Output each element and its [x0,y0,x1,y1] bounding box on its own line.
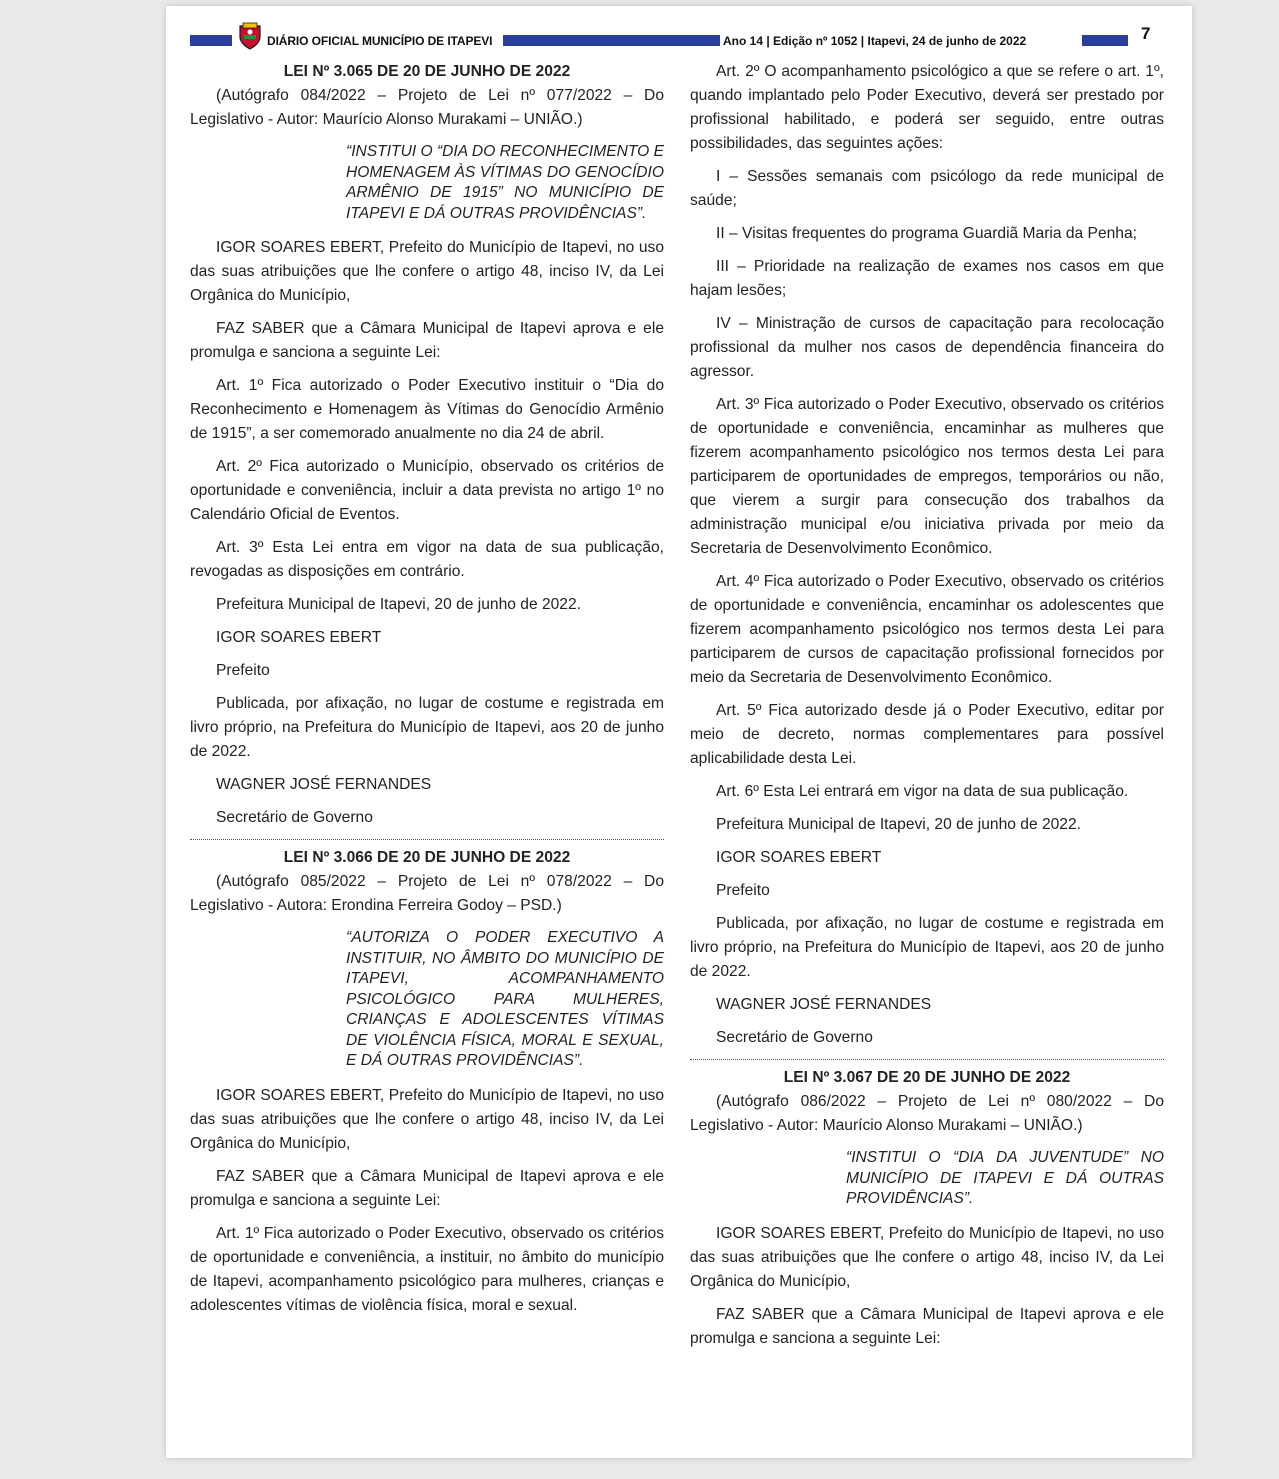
law-3066-paragraph: Publicada, por afixação, no lugar de costume e registrada em livro próprio, na Prefeitura do Município de Itapevi, aos 20 de junho de 2022. [690,915,1164,980]
law-3066-signer-role: Prefeito [716,882,770,899]
law-3067-ementa: “INSTITUI O “DIA DA JUVENTUDE” NO MUNICÍPIO DE ITAPEVI E DÁ OUTRAS PROVIDÊNCIAS”. [846,1149,1164,1207]
law-3067-title: LEI Nº 3.067 DE 20 DE JUNHO DE 2022 [783,1069,1071,1086]
law-3066-paragraph: Art. 3º Fica autorizado o Poder Executivo, observado os critérios de oportunidade e conveniência, encaminhar as mulheres que fizerem acompanhamento psicológico nos termos desta Lei para participarem de oportunidades de empregos, temporários ou não, que vierem a surgir para consecução dos trabalhos da administração municipal e/ou iniciativa privada por meio da Secretaria de Desenvolvimento Econômico. [690,396,1164,557]
law-3065-paragraph: Art. 2º Fica autorizado o Município, observado os critérios de oportunidade e conveniência, incluir a data prevista no artigo 1º no Calendário Oficial de Eventos. [190,458,664,523]
page-header [190,24,1170,56]
document-page [166,6,1192,1458]
law-3066-paragraph: Art. 6º Esta Lei entrará em vigor na data de sua publicação. [716,783,1129,800]
law-3065-paragraph: FAZ SABER que a Câmara Municipal de Itapevi aprova e ele promulga e sanciona a seguinte Lei: [190,320,664,361]
law-3066-item: II – Visitas frequentes do programa Guardiã Maria da Penha; [716,225,1137,242]
law-3066-item: IV – Ministração de cursos de capacitação para recolocação profissional da mulher nos casos de dependência financeira do agressor. [690,315,1164,380]
section-divider [690,1059,1164,1060]
law-3065-paragraph: Art. 3º Esta Lei entra em vigor na data de sua publicação, revogadas as disposições em contrário. [190,539,664,580]
law-3066-secretary: WAGNER JOSÉ FERNANDES [716,996,932,1013]
gazette-title: DIÁRIO OFICIAL MUNICÍPIO DE ITAPEVI [267,34,493,48]
law-3066-secretary-role: Secretário de Governo [716,1029,873,1046]
law-3066-paragraph: Art. 2º O acompanhamento psicológico a que se refere o art. 1º, quando implantado pelo Poder Executivo, deverá ser prestado por profissional habilitado, e poderá ser seguido, entre outras possibilidades, das seguintes ações: [690,63,1164,152]
law-3065-signer-role: Prefeito [216,662,270,679]
law-3066-paragraph: Prefeitura Municipal de Itapevi, 20 de junho de 2022. [716,816,1081,833]
law-3065-reference: (Autógrafo 084/2022 – Projeto de Lei nº 077/2022 – Do Legislativo - Autor: Maurício Alonso Murakami – UNIÃO.) [190,87,664,128]
law-3065-secretary-role: Secretário de Governo [216,809,373,826]
header-bar-middle [503,35,720,46]
law-3067-paragraph: IGOR SOARES EBERT, Prefeito do Município de Itapevi, no uso das suas atribuições que lhe confere o artigo 48, inciso IV, da Lei Orgânica do Município, [690,1224,1164,1290]
law-3066-item: I – Sessões semanais com psicólogo da rede municipal de saúde; [690,168,1164,209]
law-3066-paragraph: IGOR SOARES EBERT, Prefeito do Município de Itapevi, no uso das suas atribuições que lhe confere o artigo 48, inciso IV, da Lei Orgânica do Município, [190,1086,664,1152]
law-3066-paragraph: Art. 4º Fica autorizado o Poder Executivo, observado os critérios de oportunidade e conveniência, encaminhar os adolescentes que fizerem acompanhamento psicológico nos termos desta Lei para participarem de cursos de capacitação profissional fornecidos por meio da Secretaria de Desenvolvimento Econômico. [690,573,1164,686]
law-3065-paragraph: Prefeitura Municipal de Itapevi, 20 de junho de 2022. [216,596,581,613]
municipal-crest-icon [237,22,263,50]
law-3065-secretary: WAGNER JOSÉ FERNANDES [216,776,432,793]
law-3066-paragraph: Art. 1º Fica autorizado o Poder Executivo, observado os critérios de oportunidade e conveniência, a instituir, no âmbito do município de Itapevi, acompanhamento psicológico para mulheres, crianças e adolescentes vítimas de violência física, moral e sexual. [190,1224,664,1314]
law-3066-title: LEI Nº 3.066 DE 20 DE JUNHO DE 2022 [283,849,571,866]
header-bar-left [190,35,232,46]
right-column [690,60,1164,1360]
section-divider [190,839,664,840]
law-3066-paragraph: Art. 5º Fica autorizado desde já o Poder Executivo, editar por meio de decreto, normas complementares para possível aplicabilidade desta Lei. [690,702,1164,767]
law-3065-ementa: “INSTITUI O “DIA DO RECONHECIMENTO E HOMENAGEM ÀS VÍTIMAS DO GENOCÍDIO ARMÊNIO DE 1915” NO MUNICÍPIO DE ITAPEVI E DÁ OUTRAS PROVIDÊNCIAS”. [346,143,664,222]
header-bar-right [1082,35,1128,46]
law-3066-paragraph: FAZ SABER que a Câmara Municipal de Itapevi aprova e ele promulga e sanciona a seguinte Lei: [190,1167,664,1209]
law-3066-reference: (Autógrafo 085/2022 – Projeto de Lei nº 078/2022 – Do Legislativo - Autora: Erondina Ferreira Godoy – PSD.) [190,873,664,914]
law-3065-paragraph: Art. 1º Fica autorizado o Poder Executivo instituir o “Dia do Reconhecimento e Homenagem às Vítimas do Genocídio Armênio de 1915”, a ser comemorado anualmente no dia 24 de abril. [190,377,664,442]
law-3066-ementa: “AUTORIZA O PODER EXECUTIVO A INSTITUIR, NO ÂMBITO DO MUNICÍPIO DE ITAPEVI, ACOMPANHAMENTO PSICOLÓGICO PARA MULHERES, CRIANÇAS E ADOLESCENTES VÍTIMAS DE VIOLÊNCIA FÍSICA, MORAL E SEXUAL, E DÁ OUTRAS PROVIDÊNCIAS”. [346,929,664,1069]
law-3067-reference: (Autógrafo 086/2022 – Projeto de Lei nº 080/2022 – Do Legislativo - Autor: Maurício Alonso Murakami – UNIÃO.) [690,1093,1164,1134]
law-3065-title: LEI Nº 3.065 DE 20 DE JUNHO DE 2022 [283,63,571,80]
left-column [190,60,664,1327]
page-number: 7 [1141,24,1151,43]
law-3067-paragraph: FAZ SABER que a Câmara Municipal de Itapevi aprova e ele promulga e sanciona a seguinte Lei: [690,1305,1164,1347]
law-3065-paragraph: Publicada, por afixação, no lugar de costume e registrada em livro próprio, na Prefeitura do Município de Itapevi, aos 20 de junho de 2022. [190,695,664,760]
law-3066-signer: IGOR SOARES EBERT [716,849,882,866]
edition-info: Ano 14 | Edição nº 1052 | Itapevi, 24 de junho de 2022 [723,34,1027,48]
law-3066-item: III – Prioridade na realização de exames nos casos em que hajam lesões; [690,258,1164,299]
law-3065-paragraph: IGOR SOARES EBERT, Prefeito do Município de Itapevi, no uso das suas atribuições que lhe confere o artigo 48, inciso IV, da Lei Orgânica do Município, [190,239,664,304]
law-3065-signer: IGOR SOARES EBERT [216,629,382,646]
